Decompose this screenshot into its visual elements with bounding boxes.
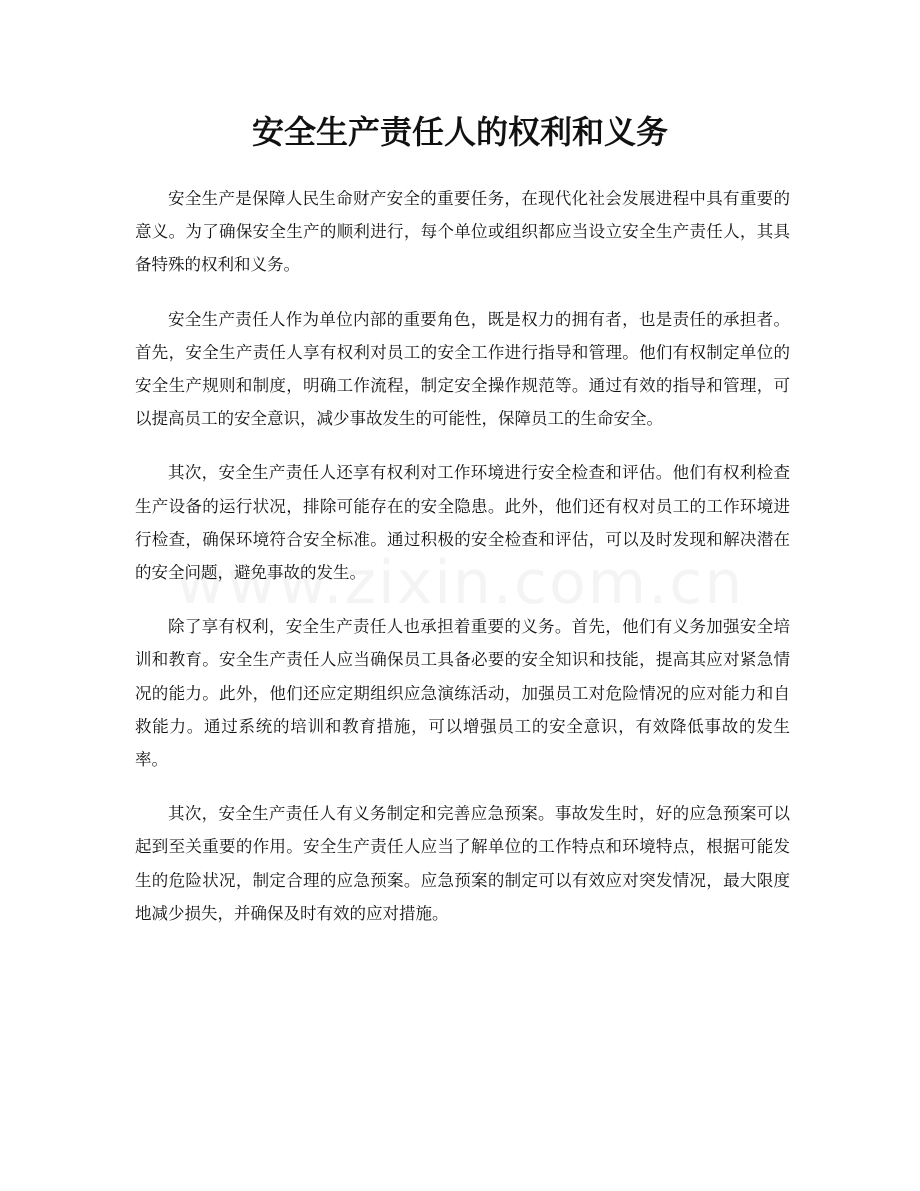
paragraph-1: 安全生产是保障人民生命财产安全的重要任务，在现代化社会发展进程中具有重要的意义。为了确保安全生产的顺利进行，每个单位或组织都应当设立安全生产责任人，其具备特殊的权利和义务。	[135, 189, 790, 275]
document-title: 安全生产责任人的权利和义务	[251, 113, 668, 151]
paragraph-5: 其次，安全生产责任人有义务制定和完善应急预案。事故发生时，好的应急预案可以起到至关重要的作用。安全生产责任人应当了解单位的工作特点和环境特点，根据可能发生的危险状况，制定合理的应急预案。应急预案的制定可以有效应对突发情况，最大限度地减少损失，并确保及时有效的应对措施。	[135, 804, 790, 923]
paragraph-4: 除了享有权利，安全生产责任人也承担着重要的义务。首先，他们有义务加强安全培训和教育。安全生产责任人应当确保员工具备必要的安全知识和技能，提高其应对紧急情况的能力。此外，他们还应定期组织应急演练活动，加强员工对危险情况的应对能力和自救能力。通过系统的培训和教育措施，可以增强员工的安全意识，有效降低事故的发生率。	[135, 617, 790, 770]
document-body	[135, 182, 790, 951]
paragraph-3: 其次，安全生产责任人还享有权利对工作环境进行安全检查和评估。他们有权利检查生产设备的运行状况，排除可能存在的安全隐患。此外，他们还有权对员工的工作环境进行检查，确保环境符合安全标准。通过积极的安全检查和评估，可以及时发现和解决潜在的安全问题，避免事故的发生。	[135, 463, 790, 583]
paragraph-2: 安全生产责任人作为单位内部的重要角色，既是权力的拥有者，也是责任的承担者。首先，安全生产责任人享有权利对员工的安全工作进行指导和管理。他们有权制定单位的安全生产规则和制度，明确工作流程，制定安全操作规范等。通过有效的指导和管理，可以提高员工的安全意识，减少事故发生的可能性，保障员工的生命安全。	[135, 309, 790, 429]
